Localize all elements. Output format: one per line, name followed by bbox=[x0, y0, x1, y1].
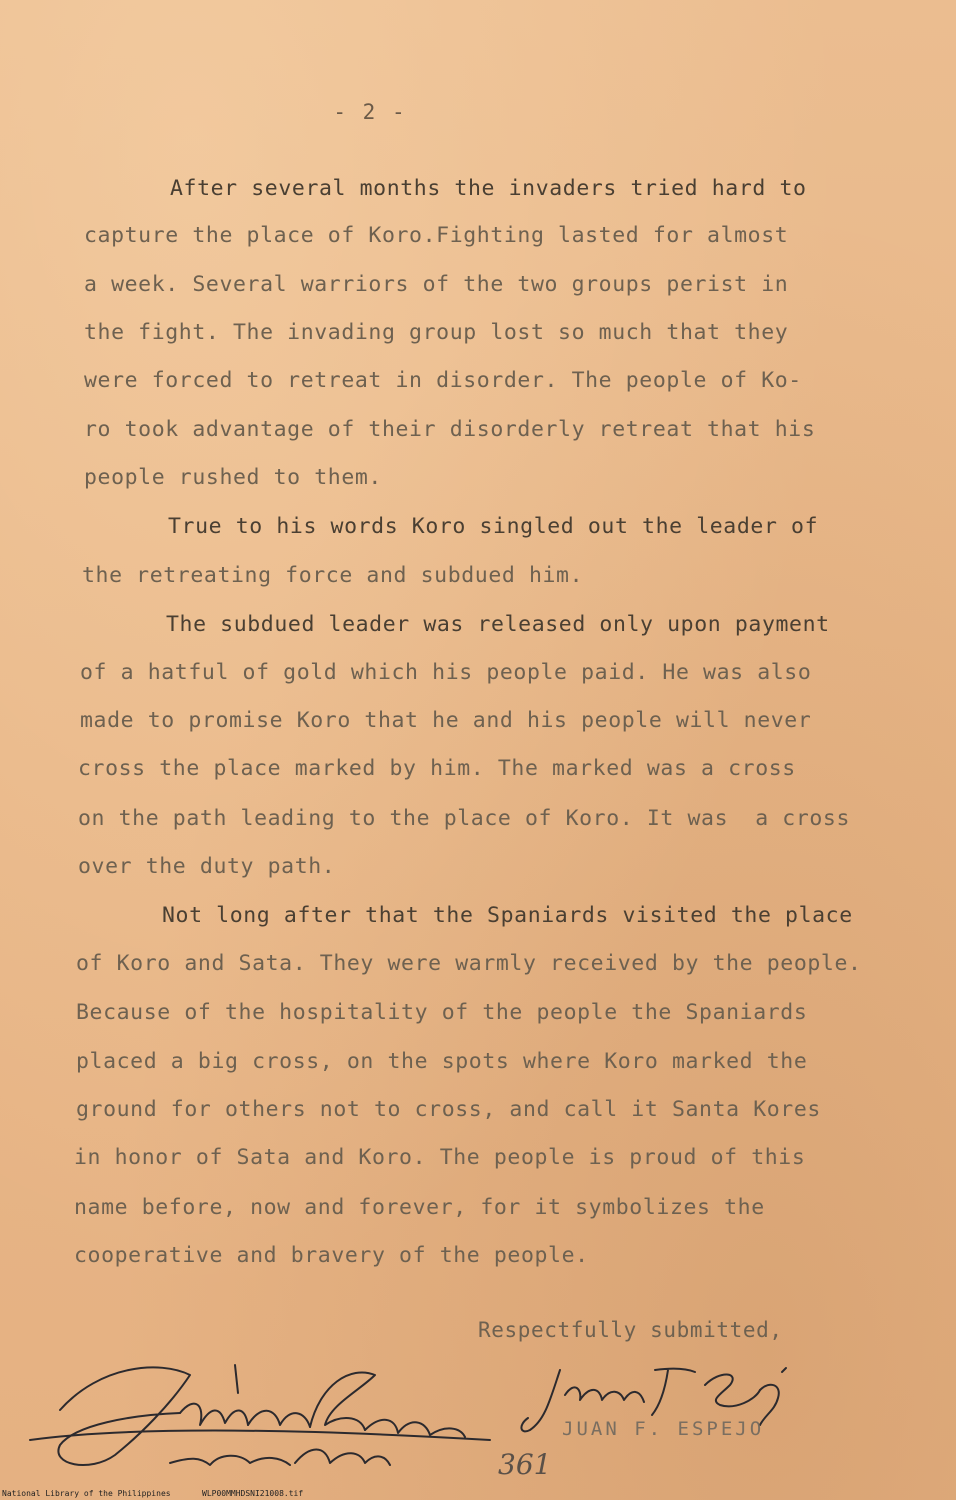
paragraph-line: cross the place marked by him. The marked was a cross bbox=[78, 756, 796, 781]
page-number: - 2 - bbox=[333, 100, 407, 124]
paragraph-line: in honor of Sata and Koro. The people is proud of this bbox=[74, 1145, 806, 1170]
paragraph-line: Because of the hospitality of the people the Spaniards bbox=[76, 1000, 808, 1025]
paragraph-line: placed a big cross, on the spots where Koro marked the bbox=[76, 1049, 808, 1074]
paragraph-line: people rushed to them. bbox=[84, 465, 382, 490]
paragraph-line: After several months the invaders tried hard to bbox=[170, 176, 807, 201]
paragraph-line: True to his words Koro singled out the leader of bbox=[168, 514, 819, 539]
principal-signature bbox=[20, 1345, 500, 1495]
footer-file: WLP00MMHDSNI21008.tif bbox=[202, 1489, 304, 1498]
paragraph-line: made to promise Koro that he and his people will never bbox=[80, 708, 812, 733]
paragraph-line: on the path leading to the place of Koro. It was a cross bbox=[78, 806, 851, 831]
paragraph-line: capture the place of Koro.Fighting lasted for almost bbox=[84, 223, 789, 248]
handwritten-page-number: 361 bbox=[498, 1448, 552, 1481]
typed-name: JUAN F. ESPEJO bbox=[562, 1418, 765, 1440]
paragraph-line: of a hatful of gold which his people paid. He was also bbox=[80, 660, 812, 685]
paragraph-line: name before, now and forever, for it symbolizes the bbox=[74, 1195, 765, 1220]
closing-text: Respectfully submitted, bbox=[478, 1318, 783, 1342]
footer-library: National Library of the Philippines bbox=[2, 1489, 171, 1498]
paragraph-line: Not long after that the Spaniards visited the place bbox=[162, 903, 853, 928]
paragraph-line: of Koro and Sata. They were warmly received by the people. bbox=[76, 951, 862, 976]
paragraph-line: a week. Several warriors of the two groups perist in bbox=[84, 272, 789, 297]
paragraph-line: the retreating force and subdued him. bbox=[82, 563, 584, 588]
paragraph-line: cooperative and bravery of the people. bbox=[74, 1243, 589, 1268]
paragraph-line: ro took advantage of their disorderly retreat that his bbox=[84, 417, 816, 442]
paragraph-line: The subdued leader was released only upon payment bbox=[166, 612, 830, 637]
paragraph-line: over the duty path. bbox=[78, 854, 336, 879]
paragraph-line: the fight. The invading group lost so much that they bbox=[84, 320, 789, 345]
paragraph-line: were forced to retreat in disorder. The people of Ko- bbox=[84, 368, 802, 393]
paragraph-line: ground for others not to cross, and call it Santa Kores bbox=[76, 1097, 821, 1122]
